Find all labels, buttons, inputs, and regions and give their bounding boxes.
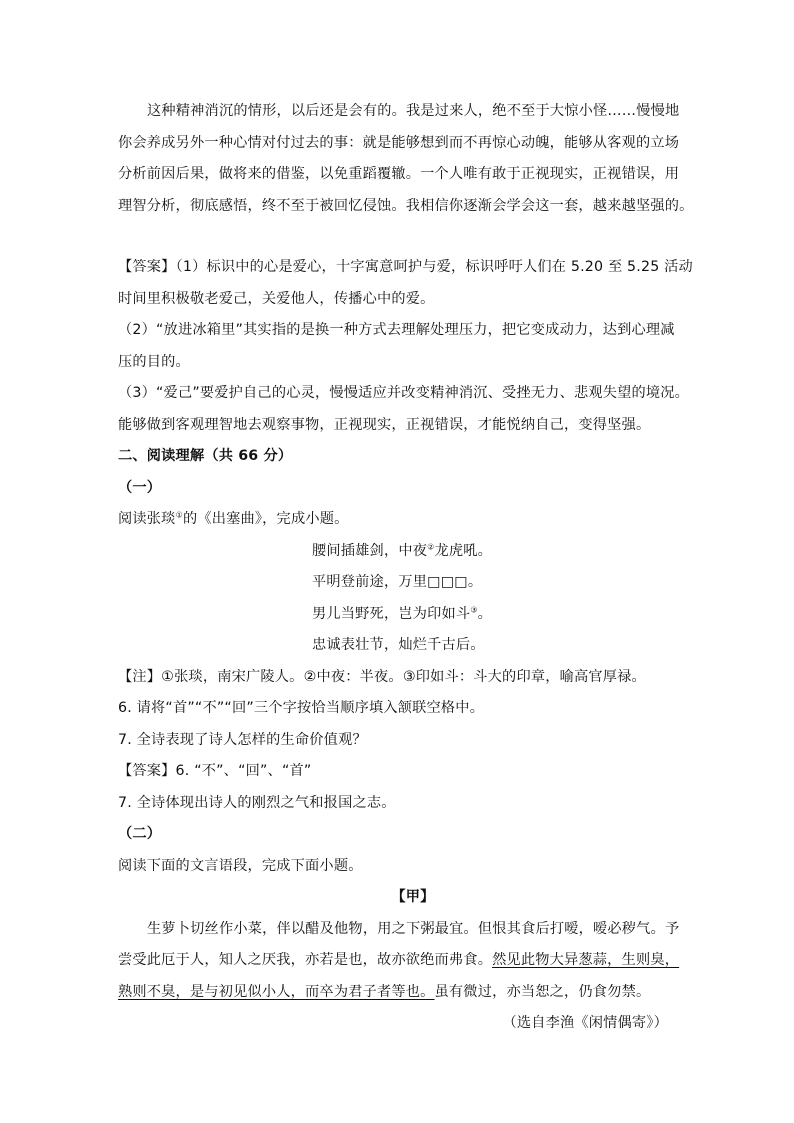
classical-text: 尝受此厄于人，知人之厌我，亦若是也，故亦欲绝而弗食。 xyxy=(118,952,493,968)
footnote-mark: ① xyxy=(175,510,183,520)
poem-intro xyxy=(118,504,678,536)
answer-line: 压的目的。 xyxy=(118,353,190,370)
poem-line: 平明登前途，万里□□□。 xyxy=(312,574,483,590)
passage-line: 分析前因后果，做将来的借鉴，以免重蹈覆辙。一个人唯有敢于正视现实，正视错误，用 xyxy=(118,166,680,182)
classical-text: 虽有微过，亦当恕之，仍食勿禁。 xyxy=(434,983,651,1000)
passage-line: 理智分析，彻底感悟，终不至于被回忆侵蚀。我相信你逐渐会学会这一套，越来越坚强的。 xyxy=(118,197,694,214)
poem-line xyxy=(118,599,678,631)
poem-text: 男儿当野死，岂为印如斗 xyxy=(312,605,471,622)
poem-text: 龙虎吼。 xyxy=(434,542,493,559)
part-label: （一） xyxy=(118,479,162,496)
answer-7: 7. 全诗体现出诗人的刚烈之气和报国之志。 xyxy=(118,794,396,811)
answer-line: （2）“放进冰箱里”其实指的是换一种方式去理解处理压力，把它变成动力，达到心理减 xyxy=(118,322,675,338)
poem-text: 腰间插雄剑，中夜 xyxy=(312,542,428,559)
poem-line xyxy=(118,536,678,568)
answer-line: （3）“爱己”要爱护自己的心灵，慢慢适应并改变精神消沉、受挫无力、悲观失望的境况。 xyxy=(118,385,690,401)
answer-line: 时间里积极敬老爱己，关爱他人，传播心中的爱。 xyxy=(118,290,435,307)
poem-note: 【注】①张琰，南宋广陵人。②中夜：半夜。③印如斗：斗大的印章，喻高官厚禄。 xyxy=(118,668,646,685)
passage-line: 这种精神消沉的情形，以后还是会有的。我是过来人，绝不至于大惊小怪……慢慢地 xyxy=(147,103,680,119)
section-heading: 二、阅读理解（共 66 分） xyxy=(118,448,293,464)
answer-6: 【答案】6. “不”、“回”、“首” xyxy=(118,763,312,779)
question-7: 7. 全诗表现了诗人怎样的生命价值观？ xyxy=(118,731,367,748)
spacer xyxy=(118,222,678,252)
document-page xyxy=(118,96,694,1040)
footnote-mark: ② xyxy=(427,541,435,551)
part-label: （二） xyxy=(118,826,162,842)
poem-intro-text: 阅读张琰 xyxy=(118,511,176,527)
classical-line xyxy=(118,945,678,977)
source-citation: （选自李渔《闲情偶寄》） xyxy=(502,1015,668,1031)
poem-line: 忠诚表壮节，灿烂千古后。 xyxy=(312,637,485,653)
footnote-mark: ③ xyxy=(470,604,478,614)
classical-intro: 阅读下面的文言语段，完成下面小题。 xyxy=(118,857,363,874)
answer-line: 能够做到客观理智地去观察事物，正视现实，正视错误，才能悦纳自己，变得坚强。 xyxy=(118,416,651,433)
classical-line: 生萝卜切丝作小菜，伴以醋及他物，用之下粥最宜。但恨其食后打嗳，嗳必秽气。予 xyxy=(147,920,680,937)
answer-line: 【答案】（1）标识中的心是爱心，十字寓意呵护与爱，标识呼吁人们在 5.20 至 5.25 活动 xyxy=(118,259,693,275)
text-title: 【甲】 xyxy=(391,889,435,905)
poem-intro-text: 的《出塞曲》，完成小题。 xyxy=(182,511,349,527)
passage-line: 你会养成另外一种心情对付过去的事：就是能够想到而不再惊心动魄，能够从客观的立场 xyxy=(118,134,680,151)
classical-line xyxy=(118,977,678,1009)
poem-text: 。 xyxy=(477,605,493,622)
underlined-sentence: 熟则不臭，是与初见似小人，而卒为君子者等也。 xyxy=(118,983,435,1000)
question-6: 6. 请将“首”“不”“回”三个字按恰当顺序填入颔联空格中。 xyxy=(118,700,485,716)
underlined-sentence: 然见此物大异葱蒜，生则臭， xyxy=(492,952,680,968)
